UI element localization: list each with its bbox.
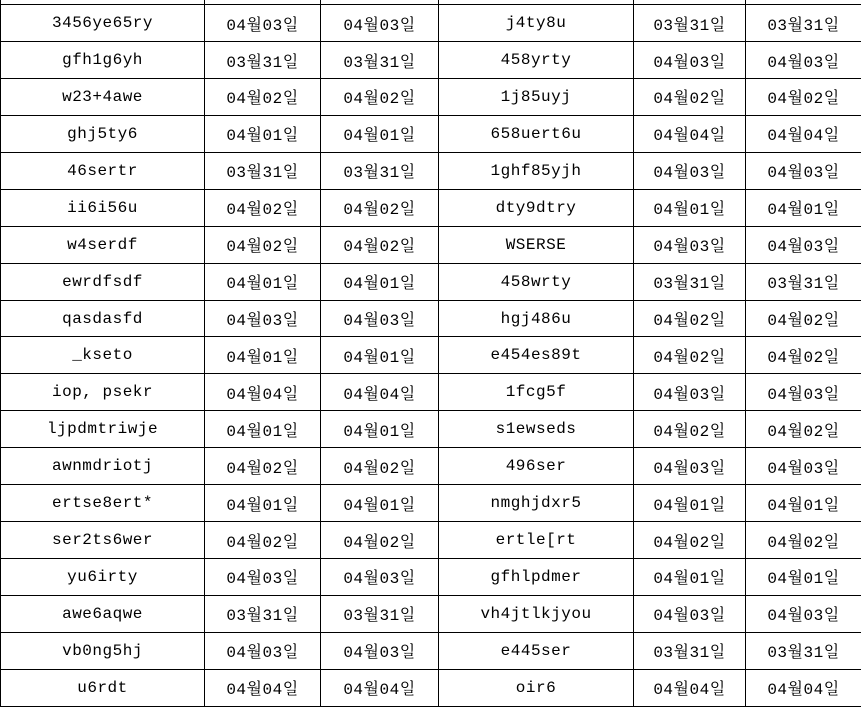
table-cell[interactable]: 04월01일 <box>634 189 746 226</box>
table-row <box>1 152 861 189</box>
table-cell[interactable]: 04월02일 <box>205 189 321 226</box>
table-row <box>1 79 861 116</box>
table-cell[interactable]: 04월02일 <box>634 337 746 374</box>
table-cell[interactable]: gfhlpdmer <box>439 559 634 596</box>
table-cell[interactable]: 496ser <box>439 448 634 485</box>
table-cell[interactable]: 1ghf85yjh <box>439 152 634 189</box>
table-cell[interactable]: 04월02일 <box>321 448 439 485</box>
table-cell[interactable]: 1fcg5f <box>439 374 634 411</box>
table-cell[interactable]: 04월01일 <box>321 337 439 374</box>
table-cell[interactable]: iop, psekr <box>1 374 205 411</box>
table-cell[interactable]: 04월04일 <box>205 374 321 411</box>
table-cell[interactable]: 04월03일 <box>634 595 746 632</box>
table-row <box>1 522 861 559</box>
table-cell[interactable]: 04월03일 <box>746 226 861 263</box>
table-cell[interactable]: 03월31일 <box>634 632 746 669</box>
table-cell[interactable]: s1ewseds <box>439 411 634 448</box>
table-cell[interactable]: WSERSE <box>439 226 634 263</box>
table-cell[interactable]: 04월02일 <box>746 411 861 448</box>
table-row <box>1 485 861 522</box>
table-cell[interactable]: 04월03일 <box>746 595 861 632</box>
table-row <box>1 448 861 485</box>
table-cell[interactable]: 04월03일 <box>205 632 321 669</box>
table-cell[interactable]: 04월03일 <box>634 448 746 485</box>
table-cell[interactable]: 04월02일 <box>746 522 861 559</box>
table-cell[interactable]: 04월02일 <box>205 79 321 116</box>
table-cell[interactable]: 04월03일 <box>205 5 321 42</box>
table-cell[interactable]: 04월03일 <box>746 448 861 485</box>
table-cell[interactable]: 04월03일 <box>205 300 321 337</box>
table-cell[interactable]: 04월03일 <box>321 632 439 669</box>
table-cell[interactable]: gfh1g6yh <box>1 42 205 79</box>
table-cell[interactable]: hgj486u <box>439 300 634 337</box>
table-cell[interactable]: 03월31일 <box>205 152 321 189</box>
table-cell[interactable]: 03월31일 <box>321 152 439 189</box>
table-cell[interactable]: 04월02일 <box>634 522 746 559</box>
table-cell[interactable]: 04월02일 <box>205 522 321 559</box>
table-cell[interactable]: ghj5ty6 <box>1 115 205 152</box>
table-cell[interactable]: 04월02일 <box>746 337 861 374</box>
table-row <box>1 115 861 152</box>
table-cell[interactable]: 04월03일 <box>634 226 746 263</box>
table-cell[interactable]: 04월02일 <box>321 522 439 559</box>
table-cell[interactable]: vh4jtlkjyou <box>439 595 634 632</box>
table-cell[interactable]: 04월03일 <box>205 559 321 596</box>
table-cell[interactable]: 04월03일 <box>321 5 439 42</box>
table-cell[interactable]: qasdasfd <box>1 300 205 337</box>
table-cell[interactable]: w4serdf <box>1 226 205 263</box>
table-cell[interactable]: ser2ts6wer <box>1 522 205 559</box>
table-row <box>1 337 861 374</box>
table-cell[interactable]: 04월01일 <box>205 411 321 448</box>
table-cell[interactable]: 04월03일 <box>321 300 439 337</box>
table-cell[interactable]: 04월01일 <box>205 115 321 152</box>
table-cell[interactable]: 04월02일 <box>634 300 746 337</box>
table-cell[interactable]: 04월01일 <box>746 559 861 596</box>
table-cell[interactable]: 03월31일 <box>321 595 439 632</box>
table-cell[interactable]: 04월02일 <box>746 300 861 337</box>
table-row <box>1 632 861 669</box>
table-cell[interactable]: 03월31일 <box>746 5 861 42</box>
table-cell[interactable]: vb0ng5hj <box>1 632 205 669</box>
table-cell[interactable]: 04월02일 <box>634 411 746 448</box>
table-cell[interactable]: ertle[rt <box>439 522 634 559</box>
table-cell[interactable]: 04월04일 <box>321 374 439 411</box>
table-row <box>1 263 861 300</box>
table-cell[interactable]: 03월31일 <box>634 263 746 300</box>
table-cell[interactable]: 03월31일 <box>205 595 321 632</box>
table-cell[interactable]: nmghjdxr5 <box>439 485 634 522</box>
table-cell[interactable]: yu6irty <box>1 559 205 596</box>
table-cell[interactable]: 04월01일 <box>205 485 321 522</box>
table-cell[interactable]: 04월04일 <box>634 115 746 152</box>
table-cell[interactable]: 04월04일 <box>321 669 439 706</box>
table-cell[interactable]: ewrdfsdf <box>1 263 205 300</box>
table-cell[interactable]: 03월31일 <box>746 632 861 669</box>
table-cell[interactable]: w23+4awe <box>1 79 205 116</box>
table-cell[interactable]: 03월31일 <box>746 263 861 300</box>
table-cell[interactable]: 458wrty <box>439 263 634 300</box>
table-cell[interactable]: 04월03일 <box>321 559 439 596</box>
table-cell[interactable]: 04월01일 <box>321 263 439 300</box>
table-cell[interactable]: 3456ye65ry <box>1 5 205 42</box>
table-cell[interactable]: 03월31일 <box>205 42 321 79</box>
table-cell[interactable]: awnmdriotj <box>1 448 205 485</box>
table-cell[interactable]: 04월03일 <box>634 374 746 411</box>
table-cell[interactable]: 04월01일 <box>634 559 746 596</box>
table-body <box>1 0 861 707</box>
table-cell[interactable]: 04월04일 <box>634 669 746 706</box>
table-cell[interactable]: 04월01일 <box>321 485 439 522</box>
table-cell[interactable]: 04월01일 <box>205 263 321 300</box>
table-row <box>1 300 861 337</box>
table-cell[interactable]: 04월03일 <box>746 152 861 189</box>
table-cell[interactable]: u6rdt <box>1 669 205 706</box>
table-cell[interactable]: 46sertr <box>1 152 205 189</box>
table-cell[interactable]: 04월02일 <box>205 448 321 485</box>
table-cell[interactable]: 03월31일 <box>634 5 746 42</box>
table-cell[interactable]: 04월04일 <box>746 115 861 152</box>
table-cell[interactable]: ii6i56u <box>1 189 205 226</box>
table-row <box>1 374 861 411</box>
table-row <box>1 669 861 706</box>
table-cell[interactable]: j4ty8u <box>439 5 634 42</box>
table-cell[interactable]: 04월01일 <box>205 337 321 374</box>
table-cell[interactable]: 04월04일 <box>746 669 861 706</box>
table-row <box>1 5 861 42</box>
table-cell[interactable]: ertse8ert* <box>1 485 205 522</box>
table-cell[interactable]: 04월01일 <box>746 189 861 226</box>
table-cell[interactable]: 04월02일 <box>634 79 746 116</box>
table-cell[interactable]: 04월03일 <box>634 152 746 189</box>
table-cell[interactable]: oir6 <box>439 669 634 706</box>
table-cell[interactable]: 04월02일 <box>321 226 439 263</box>
table-row <box>1 226 861 263</box>
table-cell[interactable]: 04월03일 <box>634 42 746 79</box>
table-cell[interactable]: _kseto <box>1 337 205 374</box>
table-cell[interactable]: 04월04일 <box>205 669 321 706</box>
table-cell[interactable]: awe6aqwe <box>1 595 205 632</box>
table-cell[interactable]: 04월02일 <box>321 79 439 116</box>
table-row <box>1 559 861 596</box>
table-cell[interactable]: dty9dtry <box>439 189 634 226</box>
table-row <box>1 411 861 448</box>
table-cell[interactable]: 03월31일 <box>321 42 439 79</box>
table-cell[interactable]: e445ser <box>439 632 634 669</box>
table-cell[interactable]: 658uert6u <box>439 115 634 152</box>
table-row <box>1 595 861 632</box>
table-cell[interactable]: 04월02일 <box>205 226 321 263</box>
table-cell[interactable]: 04월01일 <box>321 411 439 448</box>
table-cell[interactable]: 458yrty <box>439 42 634 79</box>
table-cell[interactable]: 04월03일 <box>746 42 861 79</box>
table-cell[interactable]: 04월03일 <box>746 374 861 411</box>
table-cell[interactable]: 04월02일 <box>746 79 861 116</box>
table-cell[interactable]: 04월01일 <box>746 485 861 522</box>
table-cell[interactable]: ljpdmtriwje <box>1 411 205 448</box>
table-cell[interactable]: 04월02일 <box>321 189 439 226</box>
table-cell[interactable]: 04월01일 <box>634 485 746 522</box>
table-cell[interactable]: e454es89t <box>439 337 634 374</box>
table-row <box>1 42 861 79</box>
table-row <box>1 189 861 226</box>
table-cell[interactable]: 1j85uyj <box>439 79 634 116</box>
table-cell[interactable]: 04월01일 <box>321 115 439 152</box>
